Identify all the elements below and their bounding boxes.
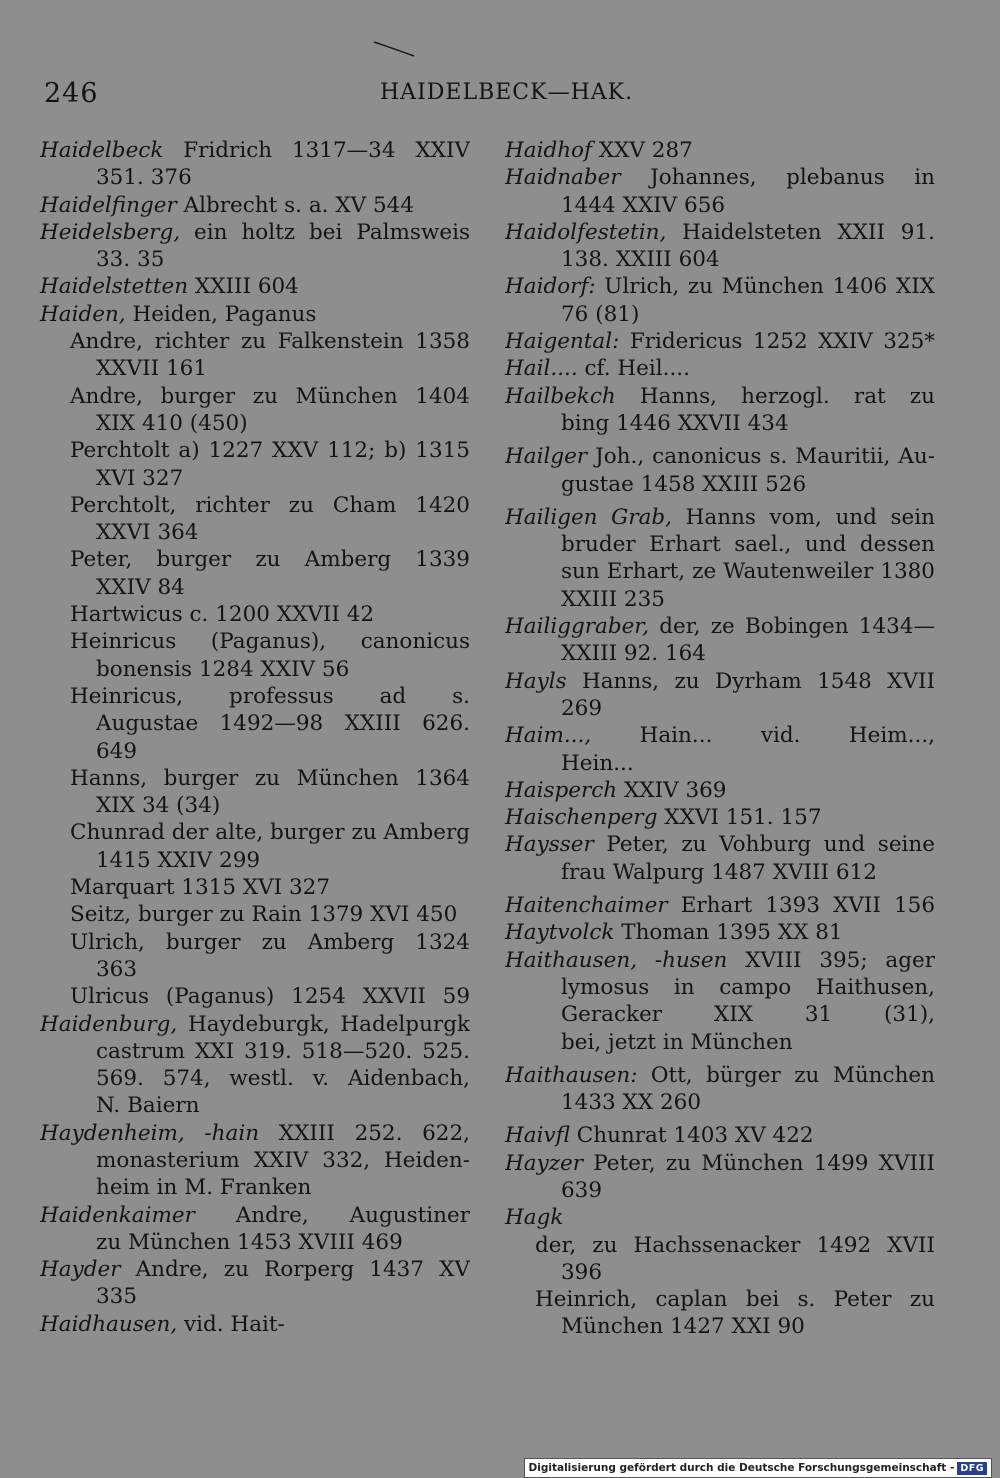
entry-lemma: Hailger [505, 444, 588, 470]
entry-text: sun Erhart, ze Wautenweiler 1380 [561, 559, 935, 585]
entry-lemma: Haytvolck [505, 920, 615, 946]
entry-text: Seitz, burger zu Rain 1379 XVI 450 [70, 902, 458, 928]
entry-text: bruder Erhart sael., und dessen [561, 532, 935, 558]
entry-lemma: Haidelbeck [40, 138, 164, 163]
entry-text: Perchtolt, richter zu Cham 1420 [70, 492, 470, 518]
entry-lemma: Haidelstetten [40, 274, 189, 300]
entry-text: gustae 1458 XXIII 526 [561, 471, 807, 497]
entry-text: Chunrat 1403 XV 422 [569, 1123, 814, 1149]
register-entry-line [40, 1283, 470, 1310]
register-entry-line [505, 301, 935, 328]
register-entry-headword-line [505, 219, 935, 246]
entry-text: cf. Heil.... [577, 356, 690, 382]
register-entry-line [505, 640, 935, 667]
register-entry-line [40, 574, 470, 601]
entry-lemma: Haidhausen, [40, 1311, 178, 1337]
register-entry-line [40, 164, 470, 191]
entry-lemma: Hagk [505, 1205, 564, 1231]
entry-text: XVI 327 [96, 465, 184, 491]
register-entry-headword-line [505, 328, 935, 355]
entry-text: Albrecht s. a. XV 544 [176, 192, 415, 218]
entry-text: XXIII 92. 164 [561, 641, 706, 667]
register-entry-headword-line [505, 947, 935, 974]
entry-lemma: Haivfl [505, 1123, 570, 1149]
register-entry-line [40, 929, 470, 956]
register-entry-line [40, 383, 470, 410]
register-entry-line [40, 874, 470, 901]
entry-lemma: Haidhof [505, 138, 592, 163]
entry-text: ein holtz bei Palmsweis [194, 219, 470, 245]
register-entry-headword-line [505, 804, 935, 831]
register-entry-line [505, 1177, 935, 1204]
register-entry-line [505, 1089, 935, 1116]
register-entry-line [505, 750, 935, 777]
entry-text: Geracker XIX 31 (31), [561, 1002, 935, 1028]
register-entry-headword-line [40, 273, 470, 300]
entry-lemma: Haithausen, -husen [505, 947, 728, 973]
entry-text: bonensis 1284 XXIV 56 [96, 656, 350, 682]
entry-text: Heinrich, caplan bei s. Peter zu [535, 1287, 935, 1313]
entry-text: 649 [96, 738, 138, 764]
register-entry-line [40, 656, 470, 683]
entry-text: 269 [561, 695, 603, 721]
entry-lemma: Haidorf: [505, 274, 596, 300]
register-entry-headword-line [505, 919, 935, 946]
register-entry-headword-line [505, 613, 935, 640]
entry-text: Andre, zu Rorperg 1437 XV [120, 1257, 470, 1283]
register-entry-headword-line [505, 1122, 935, 1149]
entry-text: XXIII 604 [188, 274, 299, 300]
entry-lemma: Heidelsberg, [40, 219, 181, 245]
register-entry-line [40, 628, 470, 655]
register-entry-headword-line [505, 892, 935, 919]
entry-text: XXIV 369 [617, 777, 727, 803]
entry-text: Perchtolt a) 1227 XXV 112; b) 1315 [70, 438, 470, 464]
register-entry-line [40, 492, 470, 519]
entry-text: Chunrad der alte, burger zu Amberg [70, 820, 470, 846]
entry-text: 639 [561, 1177, 603, 1203]
register-entry-headword-line [505, 137, 935, 164]
entry-text: 1433 XX 260 [561, 1090, 702, 1116]
register-entry-headword-line [40, 1011, 470, 1038]
entry-lemma: Hailigen Grab, [505, 504, 673, 530]
entry-text: XXVI 151. 157 [657, 805, 822, 831]
register-entry-headword-line [40, 301, 470, 328]
entry-text: monasterium XXIV 332, Heiden- [96, 1147, 470, 1173]
entry-text: 1415 XXIV 299 [96, 847, 261, 873]
register-entry-line [40, 519, 470, 546]
page-header [0, 78, 1000, 118]
register-entry-headword-line [505, 383, 935, 410]
entry-text: Hanns vom, und sein [672, 504, 935, 530]
register-entry-line [505, 1001, 935, 1028]
entry-text: Ulrich, burger zu Amberg 1324 [70, 929, 470, 955]
register-entry-line [505, 859, 935, 886]
page-number: 246 [44, 78, 99, 109]
entry-lemma: Haidenburg, [40, 1011, 178, 1037]
register-entry-line [40, 1038, 470, 1065]
entry-lemma: Haischenperg [505, 805, 658, 831]
entry-text: zu München 1453 XVIII 469 [96, 1229, 403, 1255]
register-entry-line [505, 1313, 935, 1340]
entry-text: Hartwicus c. 1200 XXVII 42 [70, 602, 375, 628]
entry-text: Andre, richter zu Falkenstein 1358 [70, 329, 470, 355]
entry-lemma: Hayzer [505, 1150, 584, 1176]
register-entry-line [40, 983, 470, 1010]
register-entry-line [40, 355, 470, 382]
register-entry-line [40, 1065, 470, 1092]
entry-text: Hein... [561, 750, 634, 776]
entry-text: Heinricus, professus ad s. [70, 683, 470, 709]
entry-text: XXV 287 [591, 138, 693, 163]
entry-lemma: Hayder [40, 1257, 121, 1283]
register-entry-line [40, 956, 470, 983]
register-entry-line [505, 974, 935, 1001]
dfg-logo: DFG [957, 1462, 987, 1475]
register-entry-line [40, 847, 470, 874]
register-entry-line [40, 246, 470, 273]
register-entry-headword-line [505, 1204, 935, 1231]
register-entry-line [505, 1232, 935, 1259]
entry-text: Hanns, herzogl. rat zu [639, 383, 935, 409]
dfg-credit-text: Digitalisierung gefördert durch die Deutsche Forschungsgemeinschaft - [528, 1462, 955, 1474]
register-entry-line [40, 465, 470, 492]
entry-text: Fridericus 1252 XXIV 325* [619, 329, 935, 355]
entry-text: XIX 410 (450) [96, 410, 248, 436]
entry-text: XXVII 161 [96, 356, 207, 382]
running-head: HAIDELBECK—HAK. [380, 80, 634, 105]
register-entry-line [40, 1229, 470, 1256]
entry-text: 569. 574, westl. v. Aidenbach, [96, 1066, 470, 1092]
register-entry-line [40, 738, 470, 765]
entry-lemma: Haitenchaimer [505, 893, 668, 919]
entry-text: XXIV 84 [96, 574, 185, 600]
entry-text: der, zu Hachssenacker 1492 XVII [535, 1232, 935, 1258]
entry-text: bing 1446 XXVII 434 [561, 410, 789, 436]
entry-text: Fridrich 1317—34 XXIV [163, 138, 470, 163]
register-entry-headword-line [40, 1311, 470, 1338]
entry-lemma: Haiden, [40, 301, 126, 327]
entry-text: XVIII 395; ager [727, 947, 935, 973]
register-entry-line [40, 601, 470, 628]
scan-mark [372, 38, 416, 58]
register-entry-headword-line [505, 777, 935, 804]
register-entry-line [40, 819, 470, 846]
entry-text: bei, jetzt in München [561, 1029, 793, 1055]
register-entry-headword-line [505, 355, 935, 382]
entry-text: Peter, burger zu Amberg 1339 [70, 547, 470, 573]
register-entry-headword-line [505, 1150, 935, 1177]
register-entry-line [505, 410, 935, 437]
entry-lemma: Hailiggraber, [505, 614, 650, 640]
entry-text: Haydeburgk, Hadelpurgk [177, 1011, 470, 1037]
entry-text: Hanns, burger zu München 1364 [70, 765, 470, 791]
register-entry-line [505, 1286, 935, 1313]
entry-text: Marquart 1315 XVI 327 [70, 875, 331, 901]
entry-text: 138. XXIII 604 [561, 247, 720, 273]
register-entry-headword-line [505, 164, 935, 191]
register-entry-line [40, 410, 470, 437]
register-entry-line [505, 558, 935, 585]
entry-text: Thoman 1395 XX 81 [614, 920, 843, 946]
entry-text: XXIII 235 [561, 586, 665, 612]
entry-text: 33. 35 [96, 247, 165, 273]
entry-lemma: Haigental: [505, 329, 620, 355]
entry-text: Andre, burger zu München 1404 [70, 383, 470, 409]
entry-text: Peter, zu Vohburg und seine [593, 832, 935, 858]
register-entry-line [40, 1174, 470, 1201]
register-entry-headword-line [505, 831, 935, 858]
register-entry-line [505, 192, 935, 219]
register-entry-line [40, 437, 470, 464]
register-entry-line [40, 546, 470, 573]
register-entry-line [40, 710, 470, 737]
register-entry-headword-line [40, 1256, 470, 1283]
register-entry-line [505, 246, 935, 273]
register-entry-headword-line [505, 504, 935, 531]
register-entry-line [40, 328, 470, 355]
register-entry-line [40, 1092, 470, 1119]
entry-text: München 1427 XXI 90 [561, 1314, 805, 1340]
entry-text: Erhart 1393 XVII 156 [667, 893, 935, 919]
entry-text: Hain... vid. Heim..., [591, 723, 935, 749]
register-entry-headword-line [40, 219, 470, 246]
entry-text: 363 [96, 956, 138, 982]
entry-text: castrum XXI 319. 518—520. 525. [96, 1038, 470, 1064]
register-entry-line [40, 1147, 470, 1174]
entry-text: Joh., canonicus s. Mauritii, Au- [587, 444, 935, 470]
register-entry-line [505, 471, 935, 498]
entry-text: 76 (81) [561, 301, 640, 327]
entry-lemma: Haidnaber [505, 165, 621, 191]
entry-text: Ott, bürger zu München [637, 1062, 935, 1088]
entry-text: 335 [96, 1284, 138, 1310]
entry-text: Haidelsteten XXII 91. [666, 219, 935, 245]
entry-lemma: Hayls [505, 668, 567, 694]
register-entry-line [40, 683, 470, 710]
entry-lemma: Haithausen: [505, 1062, 638, 1088]
entry-text: N. Baiern [96, 1093, 200, 1119]
entry-text: vid. Hait- [177, 1311, 285, 1337]
register-entry-line [40, 792, 470, 819]
left-column [40, 137, 470, 1338]
entry-text: XXIII 252. 622, [259, 1120, 470, 1146]
dfg-credit-banner[interactable] [524, 1458, 992, 1478]
entry-text: Peter, zu München 1499 XVIII [583, 1150, 935, 1176]
register-entry-headword-line [505, 273, 935, 300]
register-entry-line [505, 1259, 935, 1286]
entry-text: Andre, Augustiner [235, 1202, 470, 1228]
entry-lemma: Haidelfinger [40, 192, 177, 218]
entry-lemma: Haydenheim, -hain [40, 1120, 260, 1146]
entry-lemma: Haysser [505, 832, 594, 858]
register-entry-headword-line [40, 137, 470, 164]
entry-lemma: Haidenkaimer [40, 1202, 195, 1228]
entry-text: der, ze Bobingen 1434— [659, 614, 935, 640]
entry-text: 1444 XXIV 656 [561, 192, 726, 218]
entry-text: 351. 376 [96, 165, 192, 191]
entry-text: lymosus in campo Haithusen, [561, 974, 935, 1000]
register-entry-headword-line [505, 668, 935, 695]
entry-text: XIX 34 (34) [96, 793, 221, 819]
register-entry-headword-line [505, 1062, 935, 1089]
entry-text: Ulricus (Paganus) 1254 XXVII 59 [70, 984, 470, 1010]
register-entry-headword-line [40, 1202, 470, 1229]
register-entry-headword-line [505, 443, 935, 470]
entry-text: heim in M. Franken [96, 1175, 312, 1201]
entry-text: frau Walpurg 1487 XVIII 612 [561, 859, 877, 885]
register-entry-line [505, 695, 935, 722]
entry-text: Augustae 1492—98 XXIII 626. [96, 711, 470, 737]
entry-lemma: Hail.... [505, 356, 578, 382]
right-column [505, 137, 935, 1341]
register-entry-line [505, 586, 935, 613]
entry-text: Johannes, plebanus in [650, 165, 935, 191]
register-entry-headword-line [40, 1120, 470, 1147]
entry-text: 396 [561, 1259, 603, 1285]
entry-text: XXVI 364 [96, 520, 199, 546]
register-entry-line [505, 531, 935, 558]
register-entry-line [505, 1029, 935, 1056]
entry-text: Heiden, Paganus [125, 301, 317, 327]
entry-text: Ulrich, zu München 1406 XIX [595, 274, 935, 300]
register-entry-headword-line [40, 192, 470, 219]
register-entry-headword-line [505, 722, 935, 749]
entry-lemma: Haim..., [505, 723, 592, 749]
register-entry-line [40, 765, 470, 792]
entry-text: Heinricus (Paganus), canonicus [70, 629, 470, 655]
entry-text: Hanns, zu Dyrham 1548 XVII [566, 668, 935, 694]
entry-lemma: Haisperch [505, 777, 618, 803]
entry-lemma: Hailbekch [505, 383, 616, 409]
entry-lemma: Haidolfestetin, [505, 219, 667, 245]
register-entry-line [40, 901, 470, 928]
